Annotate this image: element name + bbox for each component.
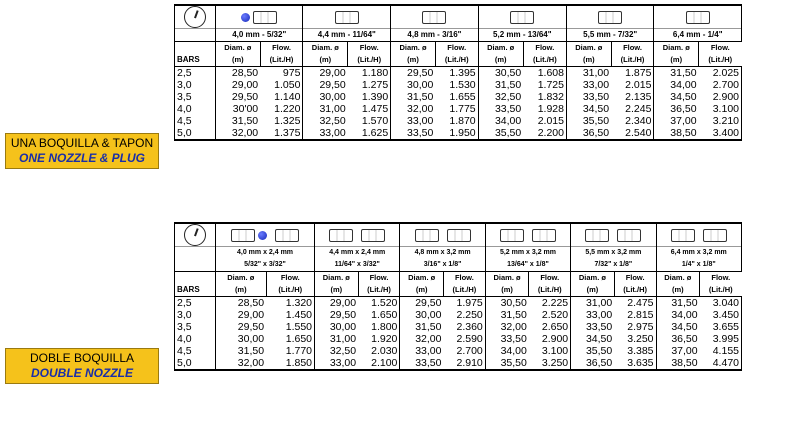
flow-value: 1.725 bbox=[523, 79, 566, 91]
diameter-value: 30,00 bbox=[400, 309, 444, 321]
diameter-value: 32,00 bbox=[485, 321, 529, 333]
nozzle-icon bbox=[598, 11, 622, 24]
flow-header: Flow. bbox=[523, 42, 566, 55]
diameter-value: 30,50 bbox=[485, 297, 529, 310]
flow-value: 2.245 bbox=[611, 103, 654, 115]
bars-header: BARS bbox=[175, 54, 216, 67]
diameter-value: 38,50 bbox=[654, 127, 699, 140]
bars-value: 2,5 bbox=[175, 67, 216, 80]
flow-value: 2.700 bbox=[443, 345, 485, 357]
diameter-value: 33,50 bbox=[400, 357, 444, 370]
flow-value: 1.180 bbox=[348, 67, 391, 80]
nozzle-icon bbox=[231, 229, 255, 242]
flow-value: 2.250 bbox=[443, 309, 485, 321]
bars-value: 5,0 bbox=[175, 127, 216, 140]
double-nozzle-table bbox=[174, 222, 742, 371]
nozzle-icon bbox=[510, 11, 534, 24]
size-inch: 1/4" x 1/8" bbox=[681, 261, 716, 268]
unit-header-row bbox=[175, 54, 742, 67]
flow-value: 975 bbox=[260, 67, 303, 80]
diam-unit: (m) bbox=[315, 284, 359, 297]
bars-value: 4,0 bbox=[175, 103, 216, 115]
flow-value: 1.570 bbox=[348, 115, 391, 127]
diameter-value: 32,50 bbox=[478, 91, 523, 103]
diameter-value: 33,50 bbox=[391, 127, 436, 140]
bars-value: 3,0 bbox=[175, 79, 216, 91]
diameter-value: 34,00 bbox=[656, 309, 700, 321]
nozzle-size: 5,5 mm - 7/32" bbox=[566, 29, 653, 42]
flow-value: 1.625 bbox=[348, 127, 391, 140]
flow-header: Flow. bbox=[358, 272, 400, 285]
flow-value: 2.900 bbox=[699, 91, 742, 103]
diameter-value: 33,00 bbox=[303, 127, 348, 140]
flow-unit: (Lit./H) bbox=[700, 284, 742, 297]
flow-unit: (Lit./H) bbox=[529, 284, 571, 297]
diameter-value: 29,00 bbox=[315, 297, 359, 310]
double-label-en: DOUBLE NOZZLE bbox=[31, 366, 133, 380]
diameter-value: 34,00 bbox=[485, 345, 529, 357]
table-row bbox=[175, 103, 742, 115]
flow-value: 3.250 bbox=[529, 357, 571, 370]
diameter-value: 29,50 bbox=[303, 79, 348, 91]
bars-value: 3,0 bbox=[175, 309, 216, 321]
diam-unit: (m) bbox=[571, 284, 615, 297]
flow-value: 2.030 bbox=[358, 345, 400, 357]
diameter-value: 33,50 bbox=[485, 333, 529, 345]
double-nozzle-label bbox=[5, 348, 159, 384]
diameter-value: 32,00 bbox=[216, 357, 267, 370]
table-row bbox=[175, 115, 742, 127]
diameter-value: 33,50 bbox=[478, 103, 523, 115]
nozzle-icon bbox=[329, 229, 353, 242]
diam-unit: (m) bbox=[566, 54, 611, 67]
diameter-value: 28,50 bbox=[216, 67, 261, 80]
diameter-value: 31,00 bbox=[566, 67, 611, 80]
size-inch: 5/32" x 3/32" bbox=[244, 261, 286, 268]
nozzle-icon bbox=[500, 229, 524, 242]
flow-header: Flow. bbox=[260, 42, 303, 55]
diameter-value: 31,50 bbox=[400, 321, 444, 333]
nozzle-size bbox=[400, 247, 485, 272]
flow-header: Flow. bbox=[435, 42, 478, 55]
flow-value: 1.850 bbox=[266, 357, 314, 370]
flow-value: 1.928 bbox=[523, 103, 566, 115]
table-row bbox=[175, 357, 742, 370]
diam-unit: (m) bbox=[391, 54, 436, 67]
nozzle-icon bbox=[422, 11, 446, 24]
diameter-value: 29,50 bbox=[315, 309, 359, 321]
nozzle-icon-cell bbox=[400, 223, 485, 247]
diameter-value: 30,00 bbox=[216, 333, 267, 345]
table-row bbox=[175, 333, 742, 345]
diam-header: Diam. ø bbox=[654, 42, 699, 55]
table-row bbox=[175, 79, 742, 91]
nozzle-icon bbox=[361, 229, 385, 242]
nozzle-icon-cell bbox=[571, 223, 656, 247]
flow-value: 1.320 bbox=[266, 297, 314, 310]
nozzle-size bbox=[485, 247, 570, 272]
flow-value: 1.375 bbox=[260, 127, 303, 140]
flow-value: 1.530 bbox=[435, 79, 478, 91]
diam-header: Diam. ø bbox=[303, 42, 348, 55]
nozzle-size bbox=[571, 247, 656, 272]
gauge-cell bbox=[175, 223, 216, 247]
diameter-value: 30,00 bbox=[303, 91, 348, 103]
flow-value: 1.050 bbox=[260, 79, 303, 91]
size-mm: 6,4 mm x 3,2 mm bbox=[670, 249, 727, 256]
flow-value: 3.450 bbox=[700, 309, 742, 321]
flow-value: 1.520 bbox=[358, 297, 400, 310]
diam-unit: (m) bbox=[216, 284, 267, 297]
flow-value: 1.275 bbox=[348, 79, 391, 91]
flow-value: 2.475 bbox=[614, 297, 656, 310]
diameter-value: 33,50 bbox=[566, 91, 611, 103]
bars-header: BARS bbox=[175, 284, 216, 297]
flow-header: Flow. bbox=[614, 272, 656, 285]
diameter-value: 31,50 bbox=[654, 67, 699, 80]
unit-header-row bbox=[175, 284, 742, 297]
diameter-value: 31,50 bbox=[656, 297, 700, 310]
diameter-value: 29,50 bbox=[391, 67, 436, 80]
diam-header: Diam. ø bbox=[216, 42, 261, 55]
size-mm: 4,8 mm x 3,2 mm bbox=[414, 249, 471, 256]
diameter-value: 31,50 bbox=[216, 115, 261, 127]
diameter-value: 35,50 bbox=[485, 357, 529, 370]
flow-value: 1.770 bbox=[266, 345, 314, 357]
flow-value: 3.100 bbox=[529, 345, 571, 357]
diameter-value: 33,00 bbox=[571, 309, 615, 321]
flow-value: 2.340 bbox=[611, 115, 654, 127]
flow-value: 2.025 bbox=[699, 67, 742, 80]
size-mm: 5,5 mm x 3,2 mm bbox=[585, 249, 642, 256]
diameter-value: 29,50 bbox=[216, 91, 261, 103]
diameter-value: 31,50 bbox=[485, 309, 529, 321]
nozzle-icon bbox=[617, 229, 641, 242]
diam-unit: (m) bbox=[303, 54, 348, 67]
size-inch: 3/16" x 1/8" bbox=[423, 261, 462, 268]
size-row bbox=[175, 29, 742, 42]
nozzle-size bbox=[216, 247, 315, 272]
nozzle-icon-cell bbox=[485, 223, 570, 247]
flow-value: 3.210 bbox=[699, 115, 742, 127]
nozzle-icon-cell bbox=[315, 223, 400, 247]
flow-value: 2.700 bbox=[699, 79, 742, 91]
empty-cell bbox=[175, 42, 216, 55]
nozzle-icon bbox=[447, 229, 471, 242]
flow-unit: (Lit./H) bbox=[358, 284, 400, 297]
plug-icon bbox=[241, 13, 250, 22]
single-label-en: ONE NOZZLE & PLUG bbox=[19, 151, 145, 165]
diameter-value: 31,00 bbox=[571, 297, 615, 310]
diameter-value: 31,50 bbox=[391, 91, 436, 103]
flow-value: 2.135 bbox=[611, 91, 654, 103]
table-row bbox=[175, 309, 742, 321]
diam-unit: (m) bbox=[216, 54, 261, 67]
flow-value: 1.800 bbox=[358, 321, 400, 333]
flow-value: 3.385 bbox=[614, 345, 656, 357]
table-row bbox=[175, 127, 742, 140]
flow-header: Flow. bbox=[529, 272, 571, 285]
diameter-value: 37,00 bbox=[656, 345, 700, 357]
diameter-value: 34,50 bbox=[566, 103, 611, 115]
flow-value: 4.155 bbox=[700, 345, 742, 357]
nozzle-icon-cell bbox=[478, 5, 566, 29]
diameter-value: 37,00 bbox=[654, 115, 699, 127]
flow-value: 1.475 bbox=[348, 103, 391, 115]
nozzle-icon-cell bbox=[303, 5, 391, 29]
diam-header: Diam. ø bbox=[216, 272, 267, 285]
diam-header: Diam. ø bbox=[478, 42, 523, 55]
diameter-value: 36,50 bbox=[571, 357, 615, 370]
flow-unit: (Lit./H) bbox=[611, 54, 654, 67]
nozzle-icon-cell bbox=[656, 223, 741, 247]
nozzle-icon-cell bbox=[654, 5, 742, 29]
flow-value: 1.220 bbox=[260, 103, 303, 115]
nozzle-size bbox=[656, 247, 741, 272]
diameter-value: 34,50 bbox=[571, 333, 615, 345]
diameter-value: 28,50 bbox=[216, 297, 267, 310]
flow-value: 1.650 bbox=[358, 309, 400, 321]
diameter-value: 32,50 bbox=[315, 345, 359, 357]
nozzle-icon bbox=[253, 11, 277, 24]
diameter-value: 34,00 bbox=[478, 115, 523, 127]
diameter-value: 32,00 bbox=[216, 127, 261, 140]
nozzle-size: 4,8 mm - 3/16" bbox=[391, 29, 478, 42]
nozzle-icon bbox=[671, 229, 695, 242]
size-inch: 7/32" x 1/8" bbox=[594, 261, 633, 268]
diameter-value: 31,50 bbox=[216, 345, 267, 357]
diameter-value: 33,50 bbox=[571, 321, 615, 333]
empty-cell bbox=[175, 272, 216, 285]
empty-cell bbox=[175, 247, 216, 272]
flow-value: 4.470 bbox=[700, 357, 742, 370]
diameter-value: 30,00 bbox=[391, 79, 436, 91]
nozzle-size: 4,0 mm - 5/32" bbox=[216, 29, 303, 42]
diam-unit: (m) bbox=[478, 54, 523, 67]
flow-value: 3.040 bbox=[700, 297, 742, 310]
nozzle-icon-cell bbox=[216, 223, 315, 247]
diam-header: Diam. ø bbox=[400, 272, 444, 285]
bars-value: 4,5 bbox=[175, 345, 216, 357]
flow-value: 3.635 bbox=[614, 357, 656, 370]
flow-header: Flow. bbox=[700, 272, 742, 285]
flow-value: 1.608 bbox=[523, 67, 566, 80]
diameter-value: 35,50 bbox=[571, 345, 615, 357]
flow-value: 1.550 bbox=[266, 321, 314, 333]
size-mm: 4,4 mm x 2,4 mm bbox=[329, 249, 386, 256]
flow-value: 2.520 bbox=[529, 309, 571, 321]
flow-value: 3.250 bbox=[614, 333, 656, 345]
flow-value: 2.015 bbox=[611, 79, 654, 91]
flow-value: 2.100 bbox=[358, 357, 400, 370]
size-row bbox=[175, 247, 742, 272]
size-inch: 11/64" x 3/32" bbox=[334, 261, 380, 268]
diam-header: Diam. ø bbox=[485, 272, 529, 285]
flow-value: 1.140 bbox=[260, 91, 303, 103]
diam-header: Diam. ø bbox=[656, 272, 700, 285]
flow-value: 2.590 bbox=[443, 333, 485, 345]
single-nozzle-table bbox=[174, 4, 742, 141]
table-row bbox=[175, 67, 742, 80]
flow-value: 1.650 bbox=[266, 333, 314, 345]
diameter-value: 35,50 bbox=[566, 115, 611, 127]
diameter-value: 32,00 bbox=[391, 103, 436, 115]
single-nozzle-label bbox=[5, 133, 159, 169]
table-row bbox=[175, 321, 742, 333]
icon-row bbox=[175, 5, 742, 29]
double-label-es: DOBLE BOQUILLA bbox=[29, 351, 135, 365]
diameter-value: 30'00 bbox=[216, 103, 261, 115]
diameter-value: 29,00 bbox=[216, 309, 267, 321]
flow-value: 2.900 bbox=[529, 333, 571, 345]
column-header-row bbox=[175, 42, 742, 55]
flow-value: 2.360 bbox=[443, 321, 485, 333]
flow-value: 2.815 bbox=[614, 309, 656, 321]
bars-value: 4,0 bbox=[175, 333, 216, 345]
diameter-value: 30,50 bbox=[478, 67, 523, 80]
bars-value: 3,5 bbox=[175, 91, 216, 103]
diameter-value: 34,50 bbox=[654, 91, 699, 103]
diam-header: Diam. ø bbox=[315, 272, 359, 285]
flow-unit: (Lit./H) bbox=[523, 54, 566, 67]
nozzle-icon-cell bbox=[391, 5, 478, 29]
flow-value: 1.450 bbox=[266, 309, 314, 321]
diameter-value: 30,00 bbox=[315, 321, 359, 333]
nozzle-icon bbox=[532, 229, 556, 242]
icon-row bbox=[175, 223, 742, 247]
flow-value: 1.950 bbox=[435, 127, 478, 140]
diameter-value: 32,00 bbox=[400, 333, 444, 345]
flow-value: 2.015 bbox=[523, 115, 566, 127]
flow-value: 1.655 bbox=[435, 91, 478, 103]
diameter-value: 36,50 bbox=[654, 103, 699, 115]
flow-header: Flow. bbox=[443, 272, 485, 285]
diameter-value: 32,50 bbox=[303, 115, 348, 127]
pressure-gauge-icon bbox=[184, 224, 206, 246]
nozzle-icon bbox=[703, 229, 727, 242]
diameter-value: 34,50 bbox=[656, 321, 700, 333]
size-mm: 5,2 mm x 3,2 mm bbox=[499, 249, 556, 256]
diameter-value: 29,50 bbox=[216, 321, 267, 333]
nozzle-icon bbox=[275, 229, 299, 242]
diam-header: Diam. ø bbox=[566, 42, 611, 55]
size-mm: 4,0 mm x 2,4 mm bbox=[237, 249, 294, 256]
diameter-value: 36,50 bbox=[566, 127, 611, 140]
diameter-value: 33,00 bbox=[315, 357, 359, 370]
flow-value: 2.650 bbox=[529, 321, 571, 333]
table-row bbox=[175, 91, 742, 103]
diam-unit: (m) bbox=[656, 284, 700, 297]
flow-value: 2.225 bbox=[529, 297, 571, 310]
nozzle-size bbox=[315, 247, 400, 272]
diameter-value: 36,50 bbox=[656, 333, 700, 345]
flow-header: Flow. bbox=[348, 42, 391, 55]
diam-unit: (m) bbox=[654, 54, 699, 67]
nozzle-size: 6,4 mm - 1/4" bbox=[654, 29, 742, 42]
flow-value: 1.875 bbox=[611, 67, 654, 80]
flow-value: 3.400 bbox=[699, 127, 742, 140]
diameter-value: 31,00 bbox=[303, 103, 348, 115]
column-header-row bbox=[175, 272, 742, 285]
flow-value: 2.910 bbox=[443, 357, 485, 370]
gauge-cell bbox=[175, 5, 216, 29]
flow-unit: (Lit./H) bbox=[260, 54, 303, 67]
flow-header: Flow. bbox=[266, 272, 314, 285]
diameter-value: 35,50 bbox=[478, 127, 523, 140]
flow-value: 1.325 bbox=[260, 115, 303, 127]
diam-header: Diam. ø bbox=[391, 42, 436, 55]
flow-value: 1.870 bbox=[435, 115, 478, 127]
size-inch: 13/64" x 1/8" bbox=[507, 261, 549, 268]
diam-header: Diam. ø bbox=[571, 272, 615, 285]
nozzle-size: 4,4 mm - 11/64" bbox=[303, 29, 391, 42]
flow-value: 1.395 bbox=[435, 67, 478, 80]
single-label-es: UNA BOQUILLA & TAPON bbox=[10, 136, 154, 150]
flow-value: 3.655 bbox=[700, 321, 742, 333]
flow-value: 1.775 bbox=[435, 103, 478, 115]
nozzle-icon bbox=[335, 11, 359, 24]
diameter-value: 33,00 bbox=[400, 345, 444, 357]
flow-value: 3.995 bbox=[700, 333, 742, 345]
flow-unit: (Lit./H) bbox=[348, 54, 391, 67]
diameter-value: 29,50 bbox=[400, 297, 444, 310]
diameter-value: 29,00 bbox=[303, 67, 348, 80]
flow-value: 2.540 bbox=[611, 127, 654, 140]
diameter-value: 38,50 bbox=[656, 357, 700, 370]
nozzle-size: 5,2 mm - 13/64" bbox=[478, 29, 566, 42]
diameter-value: 33,00 bbox=[391, 115, 436, 127]
bars-value: 2,5 bbox=[175, 297, 216, 310]
flow-value: 2.200 bbox=[523, 127, 566, 140]
empty-cell bbox=[175, 29, 216, 42]
table-row bbox=[175, 345, 742, 357]
nozzle-icon bbox=[415, 229, 439, 242]
flow-value: 1.920 bbox=[358, 333, 400, 345]
flow-unit: (Lit./H) bbox=[614, 284, 656, 297]
flow-value: 1.390 bbox=[348, 91, 391, 103]
diameter-value: 34,00 bbox=[654, 79, 699, 91]
flow-value: 2.975 bbox=[614, 321, 656, 333]
flow-value: 1.975 bbox=[443, 297, 485, 310]
nozzle-icon bbox=[585, 229, 609, 242]
diameter-value: 31,50 bbox=[478, 79, 523, 91]
diameter-value: 33,00 bbox=[566, 79, 611, 91]
nozzle-icon-cell bbox=[566, 5, 653, 29]
nozzle-icon bbox=[686, 11, 710, 24]
bars-value: 5,0 bbox=[175, 357, 216, 370]
plug-icon bbox=[258, 231, 267, 240]
diameter-value: 29,00 bbox=[216, 79, 261, 91]
diam-unit: (m) bbox=[400, 284, 444, 297]
table-row bbox=[175, 297, 742, 310]
flow-value: 3.100 bbox=[699, 103, 742, 115]
bars-value: 4,5 bbox=[175, 115, 216, 127]
flow-header: Flow. bbox=[699, 42, 742, 55]
flow-unit: (Lit./H) bbox=[435, 54, 478, 67]
diameter-value: 31,00 bbox=[315, 333, 359, 345]
flow-value: 1.832 bbox=[523, 91, 566, 103]
flow-header: Flow. bbox=[611, 42, 654, 55]
bars-value: 3,5 bbox=[175, 321, 216, 333]
flow-unit: (Lit./H) bbox=[699, 54, 742, 67]
nozzle-icon-cell bbox=[216, 5, 303, 29]
diam-unit: (m) bbox=[485, 284, 529, 297]
pressure-gauge-icon bbox=[184, 6, 206, 28]
flow-unit: (Lit./H) bbox=[443, 284, 485, 297]
flow-unit: (Lit./H) bbox=[266, 284, 314, 297]
